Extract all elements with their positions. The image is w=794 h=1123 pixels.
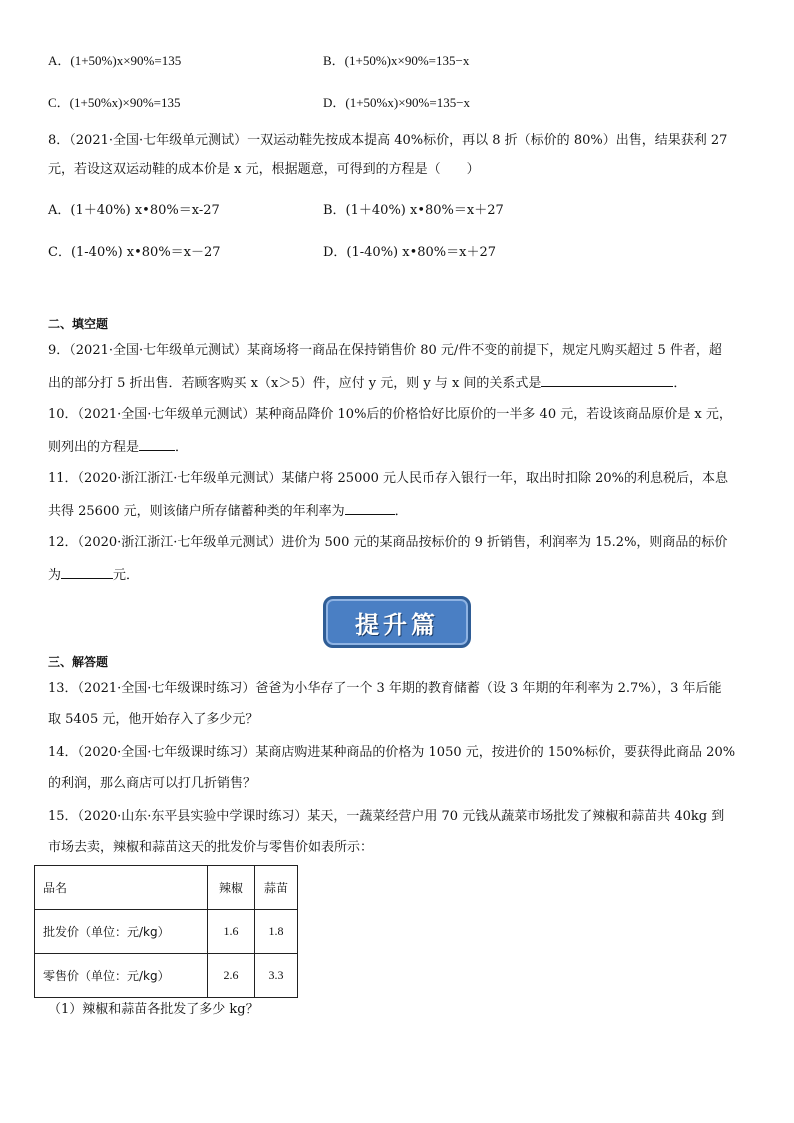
q10-stem-line1: 10．（2021·全国·七年级单元测试）某种商品降价 10%后的价格恰好比原价的一半多 40 元，若设该商品原价是 x 元， [48, 407, 732, 422]
q14-stem-line1: 14．（2020·全国·七年级课时练习）某商店购进某种商品的价格为 1050 元，按进价的 150%标价，要获得此商品 20% [48, 745, 736, 760]
q11-stem-line1: 11．（2020·浙江浙江·七年级单元测试）某储户将 25000 元人民币存入银行一年，取出时扣除 20%的利息税后，本息 [48, 471, 729, 486]
q15-subquestion-1: （1）辣椒和蒜苗各批发了多少 kg？ [48, 1002, 259, 1017]
q9-stem-end: ． [673, 376, 687, 391]
q13-stem-line2: 取 5405 元，他开始存入了多少元？ [48, 712, 259, 727]
q7-option-a: A．(1+50%)x×90%=135 [48, 53, 182, 68]
table-header-cell: 辣椒 [208, 866, 255, 910]
q13-stem-line1: 13．（2021·全国·七年级课时练习）爸爸为小华存了一个 3 年期的教育储蓄（设 3 年期的年利率为 2.7%），3 年后能 [48, 681, 722, 696]
q7-option-b: B．(1+50%)x×90%=135−x [323, 53, 470, 68]
q9-stem-line1: 9．（2021·全国·七年级单元测试）某商场将一商品在保持销售价 80 元/件不变的前提下，规定凡购买超过 5 件者，超 [48, 343, 722, 358]
section-heading-fill-blank: 二、填空题 [48, 317, 109, 331]
q9-stem-line2 [48, 372, 686, 394]
q12-stem-line1: 12．（2020·浙江浙江·七年级单元测试）进价为 500 元的某商品按标价的 9 折销售，利润率为 15.2%，则商品的标价 [48, 535, 728, 550]
level-up-banner [323, 596, 471, 648]
q11-stem-text: 共得 25600 元，则该储户所存储蓄种类的年利率为 [48, 504, 345, 519]
q14-stem-line2: 的利润，那么商店可以打几折销售？ [48, 776, 257, 791]
q7-option-c: C．(1+50%x)×90%=135 [48, 95, 181, 110]
q8-stem-line1: 8．（2021·全国·七年级单元测试）一双运动鞋先按成本提高 40%标价，再以 8 折（标价的 80%）出售，结果获利 27 [48, 133, 728, 148]
q12-stem-end: 元． [113, 568, 140, 583]
q12-stem-text: 为 [48, 568, 62, 583]
table-cell: 3.3 [255, 954, 298, 998]
q12-answer-blank[interactable] [61, 564, 113, 579]
table-header-row [35, 866, 298, 910]
q8-option-d: D．(1-40%) x•80%＝x＋27 [323, 245, 497, 260]
q10-answer-blank[interactable] [139, 436, 175, 451]
table-cell: 1.8 [255, 910, 298, 954]
q12-stem-line2 [48, 564, 139, 586]
table-cell: 零售价（单位：元/kg） [35, 954, 208, 998]
q8-stem-line2: 元，若设这双运动鞋的成本价是 x 元，根据题意，可得到的方程是（ ） [48, 162, 480, 177]
table-row [35, 954, 298, 998]
q8-option-a: A．(1＋40%) x•80%＝x-27 [48, 203, 220, 218]
q10-stem-text: 则列出的方程是 [48, 440, 140, 455]
q10-stem-line2 [48, 436, 188, 458]
table-cell: 批发价（单位：元/kg） [35, 910, 208, 954]
price-table [34, 865, 298, 998]
table-row [35, 910, 298, 954]
banner-text: 提升篇 [355, 610, 439, 639]
table-header-cell: 品名 [35, 866, 208, 910]
q15-stem-line1: 15．（2020·山东·东平县实验中学课时练习）某天，一蔬菜经营户用 70 元钱从蔬菜市场批发了辣椒和蒜苗共 40kg 到 [48, 809, 725, 824]
q9-answer-blank[interactable] [541, 372, 673, 387]
table-cell: 2.6 [208, 954, 255, 998]
q8-option-b: B．(1＋40%) x•80%＝x＋27 [323, 203, 504, 218]
section-heading-solutions: 三、解答题 [48, 655, 109, 669]
q11-answer-blank[interactable] [345, 500, 395, 515]
q9-stem-text: 出的部分打 5 折出售．若顾客购买 x（x＞5）件，应付 y 元，则 y 与 x 间的关系式是 [48, 376, 542, 391]
q8-option-c: C．(1-40%) x•80%＝x－27 [48, 245, 221, 260]
table-header-cell: 蒜苗 [255, 866, 298, 910]
q7-option-d: D．(1+50%x)×90%=135−x [323, 95, 471, 110]
q11-stem-end: ． [394, 504, 408, 519]
q15-stem-line2: 市场去卖，辣椒和蒜苗这天的批发价与零售价如表所示： [48, 840, 374, 855]
q10-stem-end: ． [175, 440, 189, 455]
table-cell: 1.6 [208, 910, 255, 954]
q11-stem-line2 [48, 500, 408, 522]
